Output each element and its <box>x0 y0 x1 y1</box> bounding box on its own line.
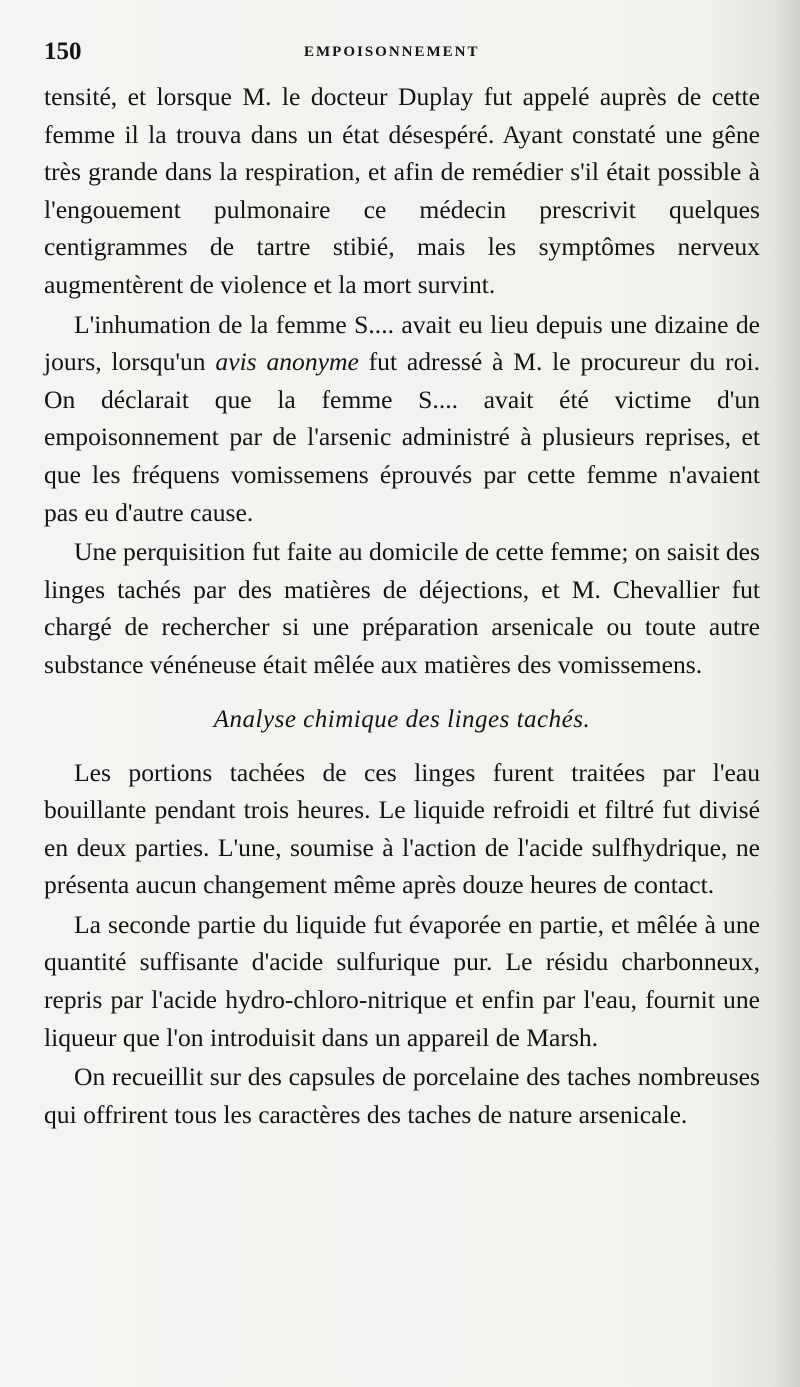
section-heading: Analyse chimique des linges tachés. <box>213 705 591 733</box>
paragraph-analysis-3: On recueillit sur des capsules de porcelaine des taches nombreuses qui offrirent tous les caractères des taches de nature arsenicale. <box>44 1062 760 1129</box>
paragraph-continued: tensité, et lorsque M. le docteur Duplay fut appelé auprès de cette femme il la trouva dans un état désespéré. Ayant constaté une gêne très grande dans la respiration, et afin de remédier s'il était possible à l'engouement pulmonaire ce médecin prescrivit quelques centigrammes de tartre stibié, mais les symptômes nerveux augmentèrent de violence et la mort survint. <box>44 82 760 299</box>
paragraph-inhumation-end: fut adressé à M. le procureur du roi. On déclarait que la femme S.... avait été victime d'un empoisonnement par de l'arsenic administré à plusieurs reprises, et que les fréquens vomissemens éprouvés par cette femme n'avaient pas eu d'autre cause. <box>44 347 760 527</box>
paragraph-analysis-1: Les portions tachées de ces linges furent traitées par l'eau bouillante pendant trois heures. Le liquide refroidi et filtré fut divisé en deux parties. L'une, soumise à l'action de l'acide sulfhydrique, ne présenta aucun changement même après douze heures de contact. <box>44 757 760 900</box>
emphasis-avis-anonyme: avis anonyme <box>215 347 359 377</box>
paragraph-analysis-2: La seconde partie du liquide fut évaporée en partie, et mêlée à une quantité suffisante d'acide sulfurique pur. Le résidu charbonneux, repris par l'acide hydro-chloro-nitrique et enfin par l'eau, fournit une liqueur que l'on introduisit dans un appareil de Marsh. <box>44 909 760 1052</box>
running-head: EMPOISONNEMENT <box>304 44 480 60</box>
page-header <box>44 34 760 78</box>
paragraph-inhumation <box>44 306 760 532</box>
page-body <box>44 78 760 1133</box>
paragraph-inhumation-start: L'inhumation de la femme S.... avait eu lieu depuis une dizaine de jours, lorsqu'un <box>44 309 760 377</box>
paragraph-perquisition: Une perquisition fut faite au domicile de cette femme; on saisit des linges tachés par des matières de déjections, et M. Chevallier fut chargé de rechercher si une préparation arsenicale ou toute autre substance vénéneuse était mêlée aux matières des vomissemens. <box>44 537 760 679</box>
page-number: 150 <box>44 38 82 65</box>
